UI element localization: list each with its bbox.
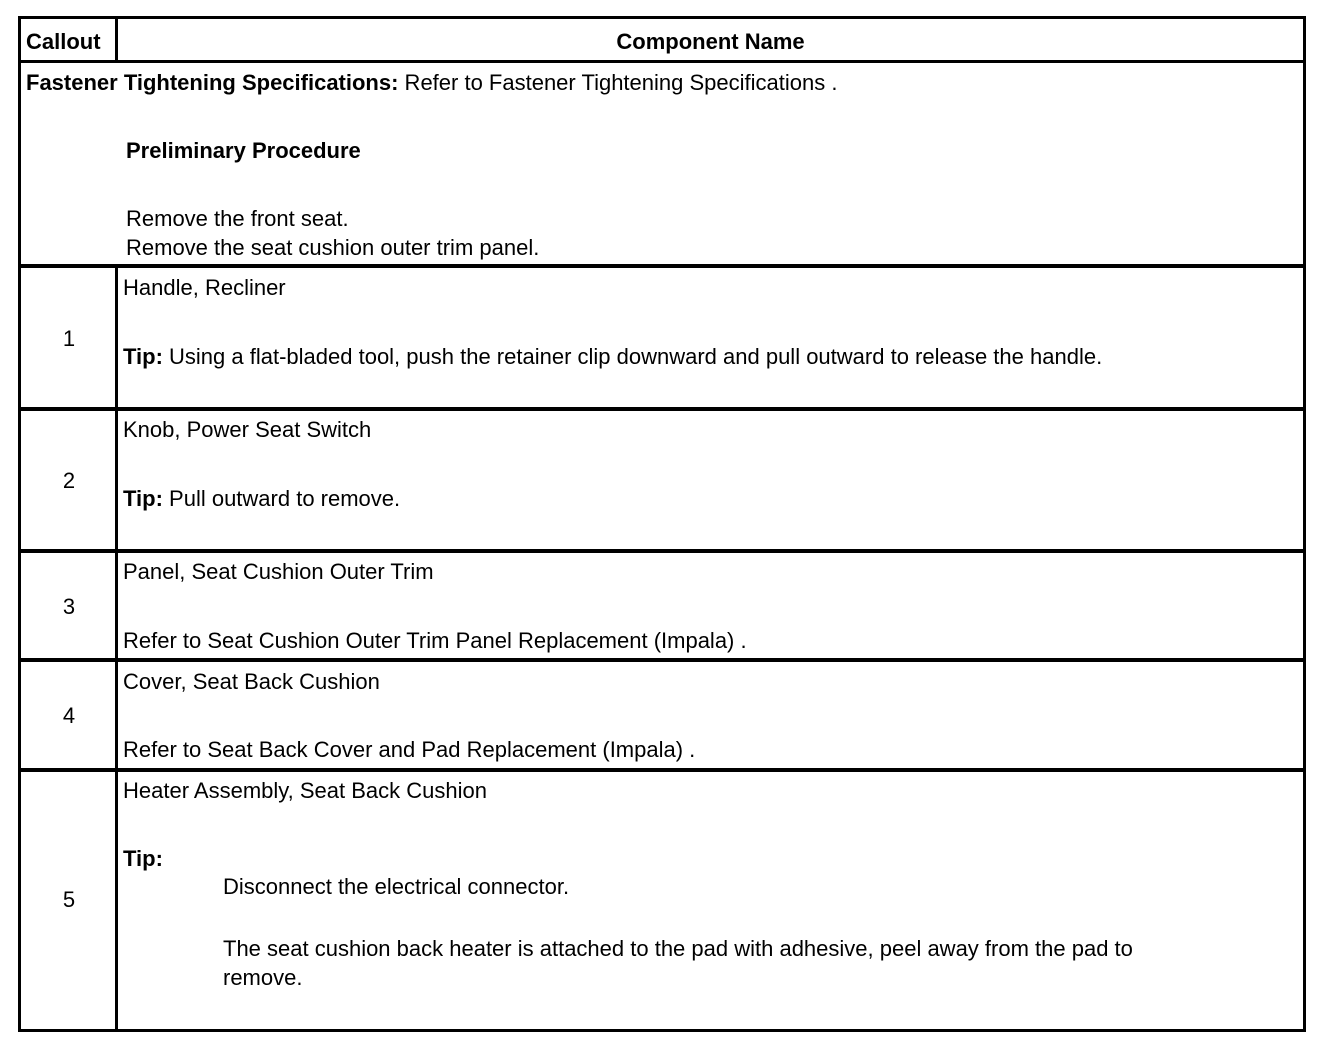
tip-item: The seat cushion back heater is attached to the pad with adhesive, peel away from the pad to [223, 936, 1133, 961]
tip-line [123, 486, 400, 512]
tip-label: Tip: [123, 486, 163, 511]
component-name: Handle, Recliner [123, 275, 286, 300]
preliminary-procedure-title: Preliminary Procedure [126, 138, 361, 163]
tip-line [123, 344, 1102, 370]
row-rule [21, 768, 1303, 772]
header-rule [21, 60, 1303, 63]
component-name: Cover, Seat Back Cushion [123, 669, 380, 694]
row-rule [21, 658, 1303, 662]
component-name: Heater Assembly, Seat Back Cushion [123, 778, 487, 803]
prelim-step: Remove the seat cushion outer trim panel. [126, 235, 540, 260]
header-callout: Callout [26, 29, 101, 54]
callout-number: 5 [62, 887, 76, 912]
tip-label: Tip: [123, 846, 163, 871]
component-name: Panel, Seat Cushion Outer Trim [123, 559, 434, 584]
callout-number: 3 [62, 594, 76, 619]
fastener-spec-label: Fastener Tightening Specifications: [26, 70, 399, 95]
reference-text: Refer to Seat Back Cover and Pad Replacement (Impala) . [123, 737, 696, 762]
row-rule [21, 407, 1303, 411]
tip-item: Disconnect the electrical connector. [223, 874, 570, 899]
fastener-spec-line [26, 70, 837, 96]
tip-text: Pull outward to remove. [162, 486, 401, 511]
row-rule [21, 264, 1303, 268]
procedure-table [18, 16, 1306, 1032]
header-divider [115, 19, 118, 60]
header-component-name: Component Name [616, 29, 805, 54]
callout-number: 1 [62, 326, 76, 351]
reference-text: Refer to Seat Cushion Outer Trim Panel Replacement (Impala) . [123, 628, 747, 653]
row-rule [21, 549, 1303, 553]
prelim-step: Remove the front seat. [126, 206, 349, 231]
tip-text: Using a flat-bladed tool, push the retainer clip downward and pull outward to release the handle. [162, 344, 1103, 369]
callout-number: 2 [62, 468, 76, 493]
fastener-spec-text: Refer to Fastener Tightening Specifications . [398, 70, 838, 95]
component-name: Knob, Power Seat Switch [123, 417, 372, 442]
tip-item: remove. [223, 965, 303, 990]
tip-label: Tip: [123, 344, 163, 369]
callout-number: 4 [62, 703, 76, 728]
